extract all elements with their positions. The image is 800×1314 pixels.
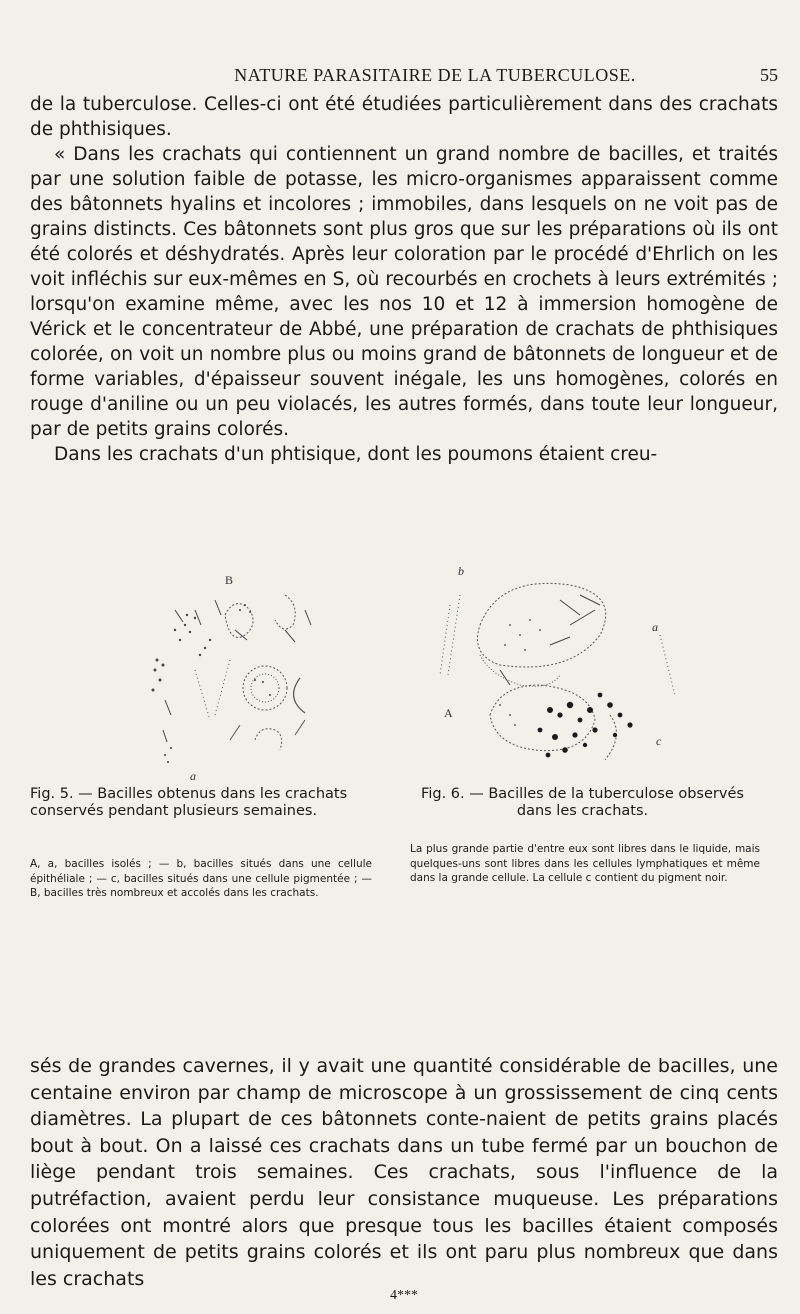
paragraph-2: « Dans les crachats qui contiennent un grand nombre de bacilles, et traités par une solution faible de potasse, les micro-organismes apparaissent comme des bâtonnets hyalins et incolores ; immobiles, dans lesquels on ne voit pas de grains distincts. Ces bâtonnets sont plus gros que sur les préparations où ils ont été colorés et déshydratés. Après leur coloration par le procédé d'Ehrlich on les voit infléchis sur eux-mêmes en S, où recourbés en crochets à leurs extrémités ; lorsqu'on examine même, avec les nos 10 et 12 à immersion homogène de Vérick et le concentrateur de Abbé, une préparation de crachats de phthisiques colorée, on voit un nombre plus ou moins grand de bâtonnets de longueur et de forme variables, d'épaisseur souvent inégale, les uns homogènes, colorés en rouge d'aniline ou un peu violacés, les autres formés, dans toute leur longueur, par de petits grains colorés.	[30, 144, 778, 440]
fig6-caption-legend: La plus grande partie d'entre eux sont libres dans le liquide, mais quelques-uns sont libres dans les cellules lymphatiques et même dans la grande cellule. La cellule c contient du pigment noir.	[410, 843, 760, 885]
bottom-text-block	[30, 1053, 778, 1292]
fig6-label-b: b	[458, 565, 464, 578]
fig5-label-a: a	[190, 769, 196, 783]
page-number: 55	[760, 65, 778, 85]
paragraph-4: sés de grandes cavernes, il y avait une quantité considérable de bacilles, une centaine environ par champ de microscope à un grossissement de cinq cents diamètres. La plupart de ces bâtonnets conte-naient de petits grains placés bout à bout. On a laissé ces crachats dans un tube fermé par un bouchon de liège pendant trois semaines. Ces crachats, sous l'influence de la putréfaction, avaient perdu leur consistance muqueuse. Les préparations colorées ont montré alors que presque tous les bacilles étaient composés uniquement de petits grains colorés et ils ont paru plus nombreux que dans les crachats	[30, 1055, 778, 1290]
fig6-label-c: c	[656, 734, 662, 748]
paragraph-1: de la tuberculose. Celles-ci ont été étudiées particulièrement dans des crachats de phthisiques.	[30, 94, 778, 140]
running-title: NATURE PARASITAIRE DE LA TUBERCULOSE.	[234, 65, 636, 85]
paragraph-3: Dans les crachats d'un phtisique, dont les poumons étaient creu-	[54, 444, 658, 465]
fig5-label-B: B	[225, 573, 234, 587]
signature-mark: 4***	[390, 1288, 418, 1303]
figure-5-illustration	[135, 570, 365, 785]
figure-6-illustration	[430, 565, 700, 780]
fig6-label-a: a	[652, 620, 658, 634]
fig5-caption-title: Fig. 5. — Bacilles obtenus dans les crachats conservés pendant plusieurs semaines.	[30, 786, 348, 819]
top-text-block	[30, 92, 778, 467]
fig6-label-A: A	[444, 706, 453, 720]
fig6-caption-title: Fig. 6. — Bacilles de la tuberculose observés dans les crachats.	[421, 786, 744, 819]
fig5-caption-legend: A, a, bacilles isolés ; — b, bacilles situés dans une cellule épithéliale ; — c, bacilles situés dans une cellule pigmentée ; — B, bacilles très nombreux et accolés dans les crachats.	[30, 858, 372, 900]
